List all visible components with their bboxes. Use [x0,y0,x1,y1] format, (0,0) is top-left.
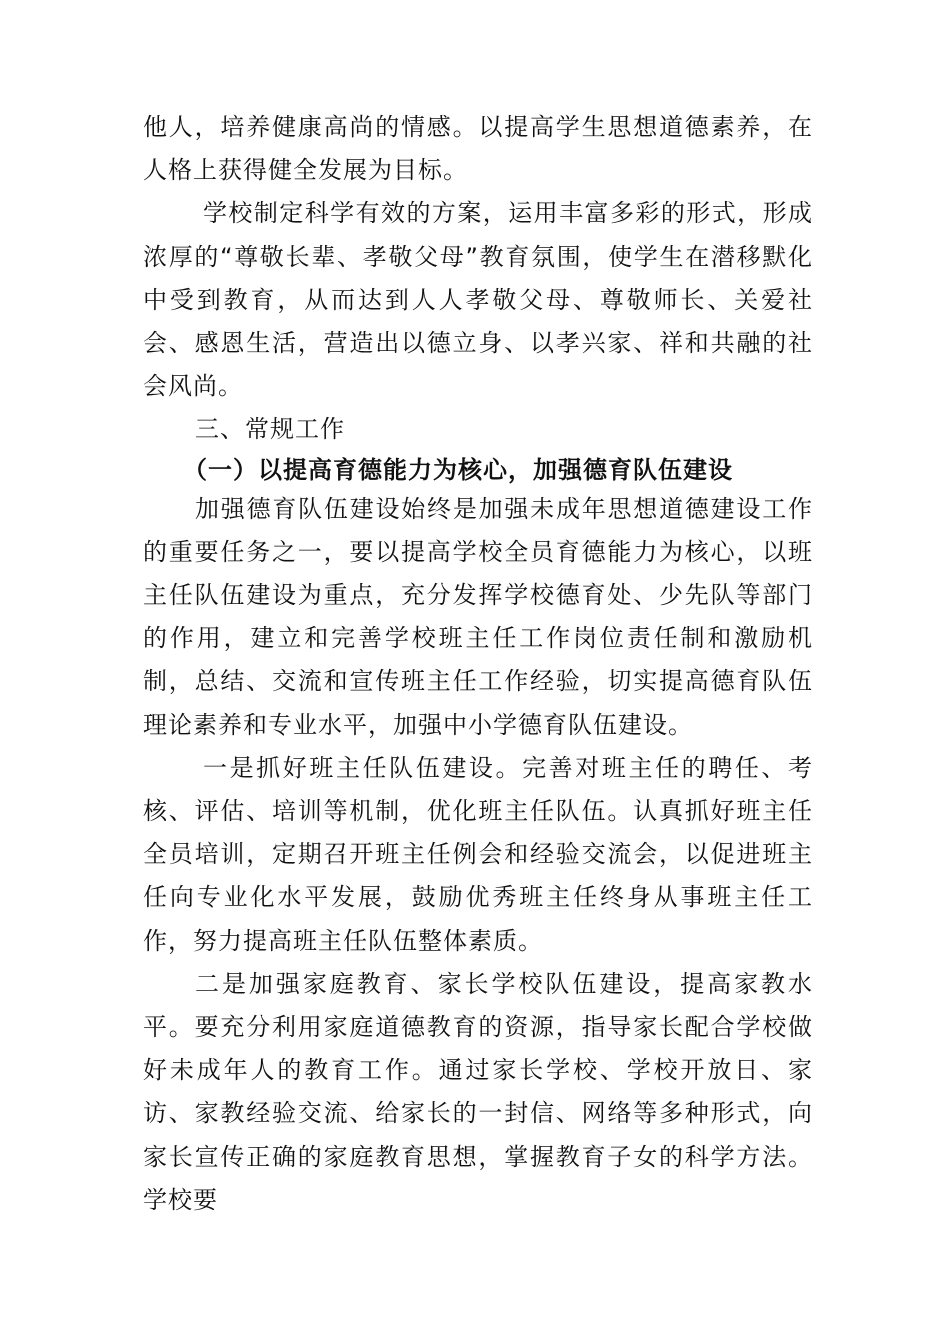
paragraph-continuation: 他人，培养健康高尚的情感。以提高学生思想道德素养，在人格上获得健全发展为目标。 [143,113,813,185]
paragraph-head-teacher: 一是抓好班主任队伍建设。完善对班主任的聘任、考核、评估、培训等机制，优化班主任队伍。认真抓好班主任全员培训，定期召开班主任例会和经验交流会，以促进班主任向专业化水平发展，鼓励优秀班主任终身从事班主任工作，努力提高班主任队伍整体素质。 [143,753,813,955]
section-heading-routine-work: 三、常规工作 [195,415,345,444]
document-body [143,106,813,1222]
subsection-heading-moral-team: （一）以提高育德能力为核心，加强德育队伍建设 [183,455,733,484]
paragraph-family-education: 二是加强家庭教育、家长学校队伍建设，提高家教水平。要充分利用家庭道德教育的资源，指导家长配合学校做好未成年人的教育工作。通过家长学校、学校开放日、家访、家教经验交流、给家长的一封信、网络等多种形式，向家长宣传正确的家庭教育思想，掌握教育子女的科学方法。学校要 [143,969,813,1214]
paragraph-school-plan: 学校制定科学有效的方案，运用丰富多彩的形式，形成浓厚的“尊敬长辈、孝敬父母”教育氛围，使学生在潜移默化中受到教育，从而达到人人孝敬父母、尊敬师长、关爱社会、感恩生活，营造出以德立身、以孝兴家、祥和共融的社会风尚。 [143,199,813,401]
paragraph-team-building: 加强德育队伍建设始终是加强未成年思想道德建设工作的重要任务之一，要以提高学校全员育德能力为核心，以班主任队伍建设为重点，充分发挥学校德育处、少先队等部门的作用，建立和完善学校班主任工作岗位责任制和激励机制，总结、交流和宣传班主任工作经验，切实提高德育队伍理论素养和专业水平，加强中小学德育队伍建设。 [143,494,813,739]
